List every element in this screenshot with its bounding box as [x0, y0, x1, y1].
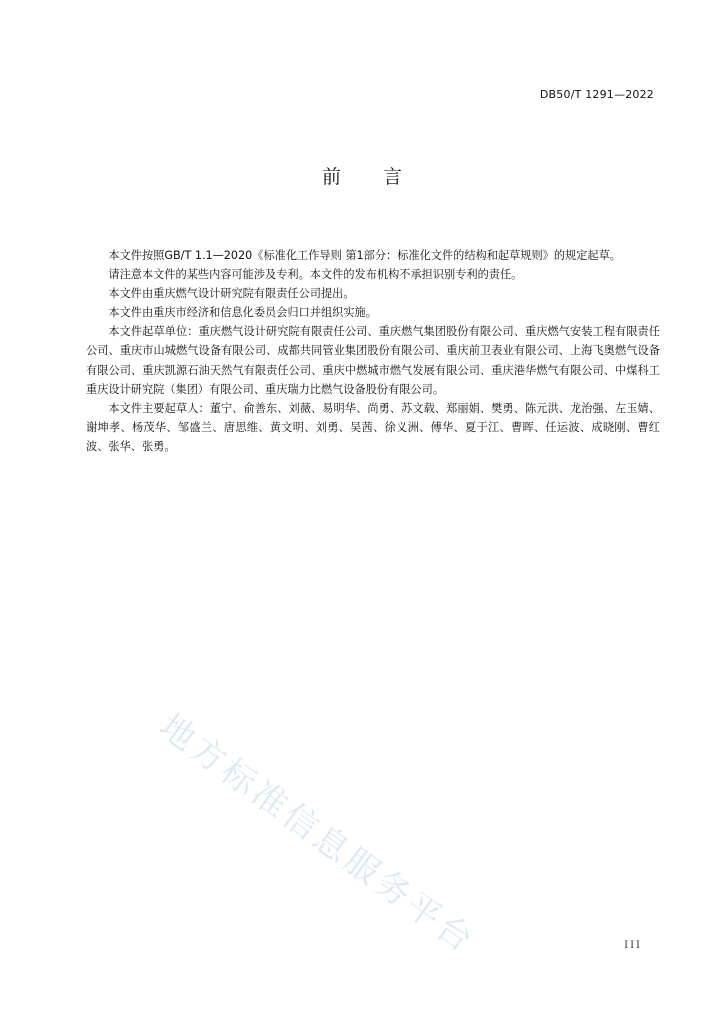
page-title	[0, 162, 724, 189]
document-code: DB50/T 1291—2022	[539, 88, 654, 101]
paragraph-patent-notice: 请注意本文件的某些内容可能涉及专利。本文件的发布机构不承担识别专利的责任。	[108, 268, 523, 282]
page-number: III	[624, 940, 642, 951]
watermark: 地方标准信息服务平台	[151, 706, 483, 963]
paragraph-main-drafters: 本文件主要起草人：董宁、俞善东、刘薇、易明华、尚勇、苏文载、郑丽娟、樊勇、陈元洪、龙治强、左玉婧、谢坤孝、杨茂华、邹盛兰、唐思维、黄文明、刘勇、吴茜、徐义洲、傅华、夏于江、曹晖、任运波、成晓刚、曹红波、张华、张勇。	[86, 401, 660, 453]
title-char-2: 言	[383, 166, 403, 188]
paragraph-managed-by: 本文件由重庆市经济和信息化委员会归口并组织实施。	[108, 306, 377, 320]
title-char-1: 前	[321, 166, 341, 188]
paragraph-proposed-by: 本文件由重庆燃气设计研究院有限责任公司提出。	[108, 287, 355, 301]
paragraph-drafting-units: 本文件起草单位：重庆燃气设计研究院有限责任公司、重庆燃气集团股份有限公司、重庆燃气安装工程有限责任公司、重庆市山城燃气设备有限公司、成都共同管业集团股份有限公司、重庆前卫表业有限公司、上海飞奥燃气设备有限公司、重庆凯源石油天然气有限责任公司、重庆中燃城市燃气发展有限公司、重庆港华燃气有限公司、中煤科工重庆设计研究院（集团）有限公司、重庆瑞力比燃气设备股份有限公司。	[86, 325, 660, 396]
foreword-body	[86, 246, 660, 456]
paragraph-drafting-rules: 本文件按照GB/T 1.1—2020《标准化工作导则 第1部分：标准化文件的结构和起草规则》的规定起草。	[108, 249, 621, 262]
